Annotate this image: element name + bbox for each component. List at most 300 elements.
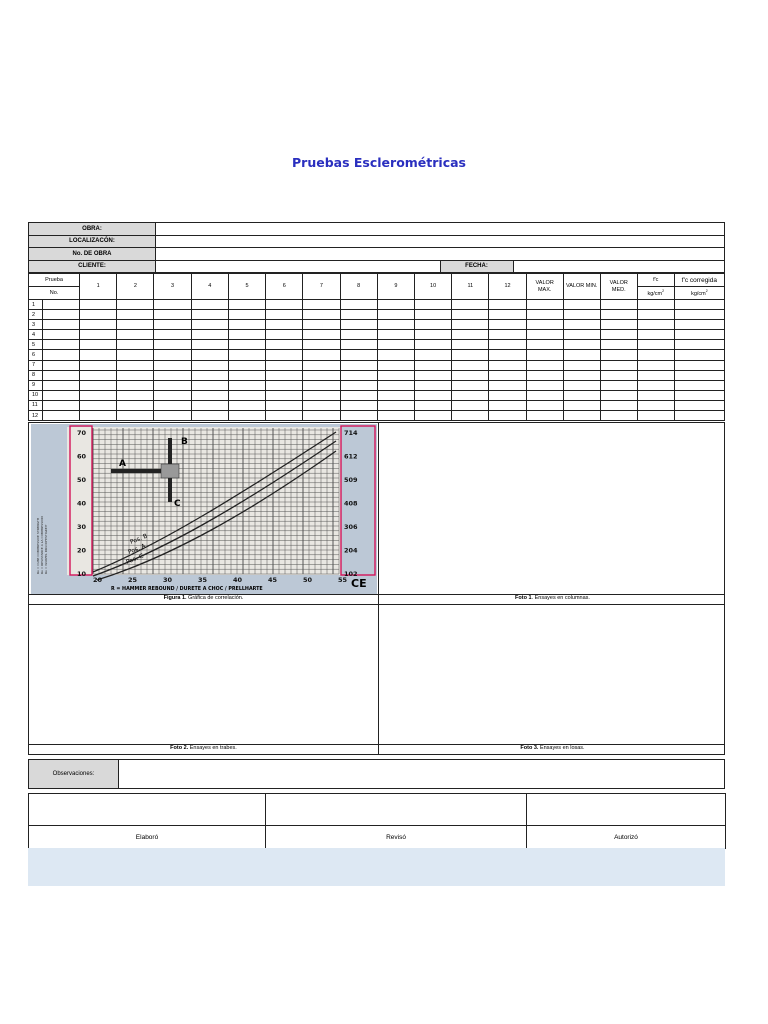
grid-cell[interactable] [340, 320, 377, 330]
grid-cell[interactable] [674, 330, 724, 340]
grid-cell[interactable] [154, 320, 191, 330]
grid-cell[interactable] [191, 380, 228, 390]
grid-cell[interactable] [117, 411, 154, 421]
grid-cell[interactable] [415, 380, 452, 390]
grid-cell[interactable] [340, 411, 377, 421]
col-header: 5 [228, 274, 265, 300]
grid-cell[interactable] [228, 330, 265, 340]
localizacion-label: LOCALIZACÓN: [29, 235, 156, 248]
grid-cell[interactable] [452, 390, 489, 400]
grid-cell[interactable] [637, 400, 674, 410]
grid-cell[interactable] [526, 350, 563, 360]
grid-cell[interactable] [489, 360, 526, 370]
grid-cell[interactable] [80, 370, 117, 380]
grid-cell[interactable] [637, 320, 674, 330]
correlation-chart-image [31, 424, 377, 594]
grid-cell[interactable] [526, 340, 563, 350]
grid-cell[interactable] [228, 300, 265, 310]
grid-cell[interactable] [43, 411, 80, 421]
grid-cell[interactable] [303, 340, 340, 350]
grid-cell[interactable] [303, 380, 340, 390]
grid-cell[interactable] [526, 390, 563, 400]
grid-cell[interactable] [415, 320, 452, 330]
grid-cell[interactable] [600, 390, 637, 400]
right-tick-label: 714 [344, 429, 358, 437]
obra-label: OBRA: [29, 223, 156, 236]
col-header: 2 [117, 274, 154, 300]
cliente-label: CLIENTE: [29, 260, 156, 273]
grid-cell[interactable] [674, 300, 724, 310]
grid-cell[interactable] [266, 380, 303, 390]
divider [378, 423, 379, 754]
grid-cell[interactable] [191, 330, 228, 340]
foto3-caption: Foto 3. Ensayes en losas. [520, 745, 585, 751]
bottom-tick-label: 40 [233, 576, 243, 584]
grid-row [29, 400, 725, 410]
grid-cell[interactable] [266, 350, 303, 360]
grid-row [29, 360, 725, 370]
grid-cell[interactable] [303, 350, 340, 360]
grid-cell[interactable] [228, 380, 265, 390]
grid-cell[interactable] [303, 411, 340, 421]
grid-cell[interactable] [340, 340, 377, 350]
fc-corregida-unit: $kg/cm^2$ [674, 287, 724, 300]
grid-cell[interactable] [266, 411, 303, 421]
col-header: 9 [377, 274, 414, 300]
info-table [28, 222, 725, 273]
grid-cell[interactable] [489, 340, 526, 350]
grid-cell[interactable] [80, 340, 117, 350]
cliente-field[interactable] [156, 260, 441, 273]
grid-cell[interactable] [340, 370, 377, 380]
grid-row [29, 300, 725, 310]
grid-cell[interactable] [377, 300, 414, 310]
grid-cell[interactable] [415, 330, 452, 340]
grid-cell[interactable] [563, 360, 600, 370]
grid-cell[interactable] [266, 330, 303, 340]
grid-cell[interactable] [80, 330, 117, 340]
grid-cell[interactable] [266, 400, 303, 410]
curve-label: Pos. A [127, 542, 147, 556]
grid-cell[interactable] [563, 411, 600, 421]
col-header: 10 [415, 274, 452, 300]
grid-cell[interactable] [600, 330, 637, 340]
grid-cell[interactable] [117, 370, 154, 380]
grid-cell[interactable] [266, 340, 303, 350]
grid-cell[interactable] [600, 380, 637, 390]
grid-cell[interactable] [80, 360, 117, 370]
grid-cell[interactable] [489, 320, 526, 330]
grid-cell[interactable] [117, 360, 154, 370]
right-tick-label: 102 [344, 570, 358, 578]
valor-max-header: VALOR MAX. [526, 274, 563, 300]
grid-cell[interactable] [266, 390, 303, 400]
left-tick-label: 40 [77, 499, 87, 508]
grid-cell[interactable] [43, 380, 80, 390]
grid-cell[interactable] [637, 340, 674, 350]
grid-cell[interactable] [452, 320, 489, 330]
grid-cell[interactable] [340, 350, 377, 360]
grid-cell[interactable] [526, 411, 563, 421]
grid-cell[interactable] [526, 400, 563, 410]
grid-cell[interactable] [266, 370, 303, 380]
signature-label-reviso: Revisó [266, 826, 527, 849]
grid-cell[interactable] [191, 411, 228, 421]
grid-cell[interactable] [191, 360, 228, 370]
grid-cell[interactable] [452, 340, 489, 350]
grid-cell[interactable] [452, 400, 489, 410]
grid-cell[interactable] [154, 330, 191, 340]
grid-cell[interactable] [154, 360, 191, 370]
col-header: 8 [340, 274, 377, 300]
grid-cell[interactable] [600, 350, 637, 360]
grid-cell[interactable] [191, 300, 228, 310]
grid-cell[interactable] [415, 360, 452, 370]
grid-cell[interactable] [340, 380, 377, 390]
bottom-tick-label: 30 [163, 576, 173, 584]
grid-cell[interactable] [191, 340, 228, 350]
row-number: 1 [29, 300, 43, 310]
grid-cell[interactable] [637, 360, 674, 370]
grid-cell[interactable] [377, 350, 414, 360]
grid-cell[interactable] [266, 300, 303, 310]
grid-cell[interactable] [228, 310, 265, 320]
grid-cell[interactable] [377, 400, 414, 410]
grid-cell[interactable] [80, 411, 117, 421]
col-header: 1 [80, 274, 117, 300]
grid-cell[interactable] [340, 360, 377, 370]
grid-cell[interactable] [563, 340, 600, 350]
grid-cell[interactable] [228, 370, 265, 380]
grid-cell[interactable] [80, 400, 117, 410]
grid-cell[interactable] [600, 411, 637, 421]
foto1-caption: Foto 1. Ensayes en columnas. [515, 595, 590, 601]
grid-cell[interactable] [80, 390, 117, 400]
grid-cell[interactable] [377, 340, 414, 350]
grid-cell[interactable] [600, 340, 637, 350]
grid-cell[interactable] [452, 310, 489, 320]
chart-xlabel: R = HAMMER REBOUND / DURETE A CHOC / PRELLHARTE [111, 587, 263, 592]
grid-cell[interactable] [340, 390, 377, 400]
marker-a: A [119, 459, 126, 469]
signature-space-elaboro[interactable] [29, 794, 266, 826]
grid-cell[interactable] [600, 360, 637, 370]
grid-cell[interactable] [600, 300, 637, 310]
grid-cell[interactable] [637, 330, 674, 340]
grid-cell[interactable] [489, 330, 526, 340]
grid-row [29, 320, 725, 330]
grid-cell[interactable] [154, 390, 191, 400]
row-number: 12 [29, 411, 43, 421]
grid-cell[interactable] [526, 300, 563, 310]
grid-cell[interactable] [266, 360, 303, 370]
grid-cell[interactable] [377, 360, 414, 370]
grid-cell[interactable] [489, 310, 526, 320]
right-tick-label: 204 [344, 546, 358, 555]
grid-cell[interactable] [303, 300, 340, 310]
grid-cell[interactable] [43, 360, 80, 370]
grid-cell[interactable] [117, 330, 154, 340]
grid-cell[interactable] [154, 380, 191, 390]
grid-cell[interactable] [43, 320, 80, 330]
right-tick-label: 612 [344, 452, 358, 461]
svg-text:Ro = WURFEL DRUCKFESTIGKEIT: Ro = WURFEL DRUCKFESTIGKEIT [44, 524, 48, 574]
grid-cell[interactable] [228, 350, 265, 360]
grid-cell[interactable] [377, 330, 414, 340]
grid-cell[interactable] [452, 300, 489, 310]
grid-cell[interactable] [303, 390, 340, 400]
grid-cell[interactable] [377, 390, 414, 400]
grid-row [29, 370, 725, 380]
grid-cell[interactable] [489, 350, 526, 360]
grid-cell[interactable] [452, 360, 489, 370]
fecha-field[interactable] [514, 261, 725, 273]
grid-cell[interactable] [266, 310, 303, 320]
grid-cell[interactable] [43, 370, 80, 380]
grid-cell[interactable] [489, 380, 526, 390]
grid-cell[interactable] [80, 310, 117, 320]
grid-cell[interactable] [563, 300, 600, 310]
grid-row [29, 390, 725, 400]
left-tick-label: 10 [77, 570, 87, 578]
no-obra-field[interactable] [156, 248, 725, 261]
grid-cell[interactable] [228, 360, 265, 370]
grid-cell[interactable] [266, 320, 303, 330]
grid-cell[interactable] [674, 350, 724, 360]
signature-space-autorizo[interactable] [527, 794, 726, 826]
grid-cell[interactable] [452, 350, 489, 360]
grid-row [29, 340, 725, 350]
grid-cell[interactable] [563, 400, 600, 410]
valor-med-header: VALOR MED. [600, 274, 637, 300]
grid-cell[interactable] [563, 350, 600, 360]
grid-cell[interactable] [154, 340, 191, 350]
grid-cell[interactable] [191, 370, 228, 380]
row-number: 8 [29, 370, 43, 380]
signature-space-reviso[interactable] [266, 794, 527, 826]
grid-cell[interactable] [191, 310, 228, 320]
grid-cell[interactable] [600, 370, 637, 380]
grid-cell[interactable] [600, 310, 637, 320]
fecha-label: FECHA: [441, 261, 514, 273]
grid-cell[interactable] [674, 390, 724, 400]
grid-cell[interactable] [526, 370, 563, 380]
col-header: 11 [452, 274, 489, 300]
grid-cell[interactable] [154, 310, 191, 320]
observations-label: Observaciones: [29, 760, 119, 788]
grid-cell[interactable] [154, 411, 191, 421]
grid-cell[interactable] [377, 411, 414, 421]
grid-cell[interactable] [637, 380, 674, 390]
grid-cell[interactable] [600, 400, 637, 410]
grid-cell[interactable] [228, 340, 265, 350]
grid-row [29, 350, 725, 360]
grid-cell[interactable] [452, 380, 489, 390]
grid-cell[interactable] [43, 310, 80, 320]
row-number: 3 [29, 320, 43, 330]
grid-cell[interactable] [489, 411, 526, 421]
grid-cell[interactable] [526, 360, 563, 370]
right-tick-label: 306 [344, 523, 358, 531]
grid-cell[interactable] [563, 370, 600, 380]
grid-cell[interactable] [303, 370, 340, 380]
grid-cell[interactable] [43, 300, 80, 310]
grid-cell[interactable] [563, 320, 600, 330]
grid-cell[interactable] [228, 320, 265, 330]
grid-cell[interactable] [377, 370, 414, 380]
grid-cell[interactable] [43, 350, 80, 360]
no-header: No. [29, 287, 80, 300]
grid-cell[interactable] [191, 320, 228, 330]
valor-min-header: VALOR MIN. [563, 274, 600, 300]
grid-cell[interactable] [637, 350, 674, 360]
figure1-caption: Figura 1. Gráfica de correlación. [163, 595, 244, 601]
left-tick-label: 30 [77, 523, 87, 531]
grid-cell[interactable] [303, 330, 340, 340]
footer-band [28, 848, 725, 886]
grid-cell[interactable] [489, 300, 526, 310]
grid-cell[interactable] [117, 340, 154, 350]
grid-cell[interactable] [228, 400, 265, 410]
fc-unit: $kg/cm^2$ [637, 287, 674, 300]
left-tick-label: 50 [77, 476, 87, 484]
grid-cell[interactable] [117, 400, 154, 410]
grid-cell[interactable] [415, 300, 452, 310]
svg-text:Ro = RESISTANCE A LA COMPRESSI: Ro = RESISTANCE A LA COMPRESSION [40, 516, 44, 574]
grid-cell[interactable] [340, 310, 377, 320]
grid-cell[interactable] [637, 390, 674, 400]
grid-cell[interactable] [43, 400, 80, 410]
obra-field[interactable] [156, 223, 725, 236]
grid-cell[interactable] [303, 320, 340, 330]
grid-row [29, 380, 725, 390]
prueba-header: Prueba [29, 274, 80, 287]
grid-cell[interactable] [228, 390, 265, 400]
grid-cell[interactable] [303, 400, 340, 410]
grid-cell[interactable] [80, 380, 117, 390]
grid-cell[interactable] [415, 340, 452, 350]
grid-cell[interactable] [43, 330, 80, 340]
grid-cell[interactable] [80, 300, 117, 310]
photo-panels [28, 422, 725, 755]
grid-cell[interactable] [415, 400, 452, 410]
left-tick-label: 20 [77, 546, 87, 555]
grid-cell[interactable] [637, 370, 674, 380]
grid-cell[interactable] [228, 411, 265, 421]
grid-cell[interactable] [563, 310, 600, 320]
grid-cell[interactable] [117, 310, 154, 320]
col-header: 4 [191, 274, 228, 300]
grid-cell[interactable] [415, 370, 452, 380]
grid-cell[interactable] [154, 300, 191, 310]
grid-cell[interactable] [563, 330, 600, 340]
grid-cell[interactable] [117, 350, 154, 360]
grid-cell[interactable] [637, 411, 674, 421]
page-title: Pruebas Esclerométricas [292, 155, 466, 170]
localizacion-field[interactable] [156, 235, 725, 248]
grid-cell[interactable] [191, 350, 228, 360]
grid-cell[interactable] [303, 310, 340, 320]
grid-cell[interactable] [526, 330, 563, 340]
grid-cell[interactable] [489, 390, 526, 400]
grid-cell[interactable] [563, 390, 600, 400]
grid-cell[interactable] [340, 330, 377, 340]
grid-cell[interactable] [191, 390, 228, 400]
observations-field[interactable] [119, 760, 724, 788]
grid-cell[interactable] [117, 320, 154, 330]
row-number: 4 [29, 330, 43, 340]
bottom-tick-label: 25 [128, 576, 138, 584]
grid-cell[interactable] [637, 300, 674, 310]
right-tick-label: 509 [344, 476, 358, 484]
grid-cell[interactable] [674, 310, 724, 320]
grid-cell[interactable] [674, 360, 724, 370]
grid-cell[interactable] [117, 300, 154, 310]
grid-row [29, 411, 725, 421]
grid-cell[interactable] [415, 310, 452, 320]
grid-cell[interactable] [415, 411, 452, 421]
grid-cell[interactable] [117, 390, 154, 400]
grid-cell[interactable] [489, 400, 526, 410]
grid-cell[interactable] [674, 380, 724, 390]
grid-cell[interactable] [674, 370, 724, 380]
row-number: 5 [29, 340, 43, 350]
grid-cell[interactable] [43, 390, 80, 400]
grid-cell[interactable] [674, 320, 724, 330]
grid-cell[interactable] [674, 400, 724, 410]
row-number: 9 [29, 380, 43, 390]
grid-cell[interactable] [674, 411, 724, 421]
grid-cell[interactable] [526, 310, 563, 320]
grid-cell[interactable] [191, 400, 228, 410]
grid-cell[interactable] [43, 340, 80, 350]
grid-cell[interactable] [452, 370, 489, 380]
grid-cell[interactable] [80, 320, 117, 330]
row-number: 7 [29, 360, 43, 370]
grid-cell[interactable] [303, 360, 340, 370]
grid-cell[interactable] [117, 380, 154, 390]
row-number: 2 [29, 310, 43, 320]
bottom-tick-label: 35 [198, 576, 208, 584]
grid-cell[interactable] [600, 320, 637, 330]
grid-cell[interactable] [489, 370, 526, 380]
grid-cell[interactable] [377, 380, 414, 390]
grid-cell[interactable] [154, 400, 191, 410]
curve-label: Pos. C [125, 552, 145, 566]
grid-cell[interactable] [674, 340, 724, 350]
grid-cell[interactable] [154, 370, 191, 380]
divider [29, 604, 724, 605]
grid-cell[interactable] [526, 320, 563, 330]
row-number: 11 [29, 400, 43, 410]
grid-cell[interactable] [340, 300, 377, 310]
grid-cell[interactable] [563, 380, 600, 390]
grid-cell[interactable] [377, 310, 414, 320]
grid-cell[interactable] [377, 320, 414, 330]
grid-cell[interactable] [80, 350, 117, 360]
grid-cell[interactable] [452, 411, 489, 421]
grid-cell[interactable] [154, 350, 191, 360]
bottom-tick-label: 45 [268, 576, 278, 584]
grid-row [29, 310, 725, 320]
grid-cell[interactable] [637, 310, 674, 320]
grid-cell[interactable] [415, 350, 452, 360]
grid-cell[interactable] [452, 330, 489, 340]
grid-cell[interactable] [526, 380, 563, 390]
marker-b: B [181, 437, 188, 447]
grid-cell[interactable] [340, 400, 377, 410]
grid-cell[interactable] [415, 390, 452, 400]
